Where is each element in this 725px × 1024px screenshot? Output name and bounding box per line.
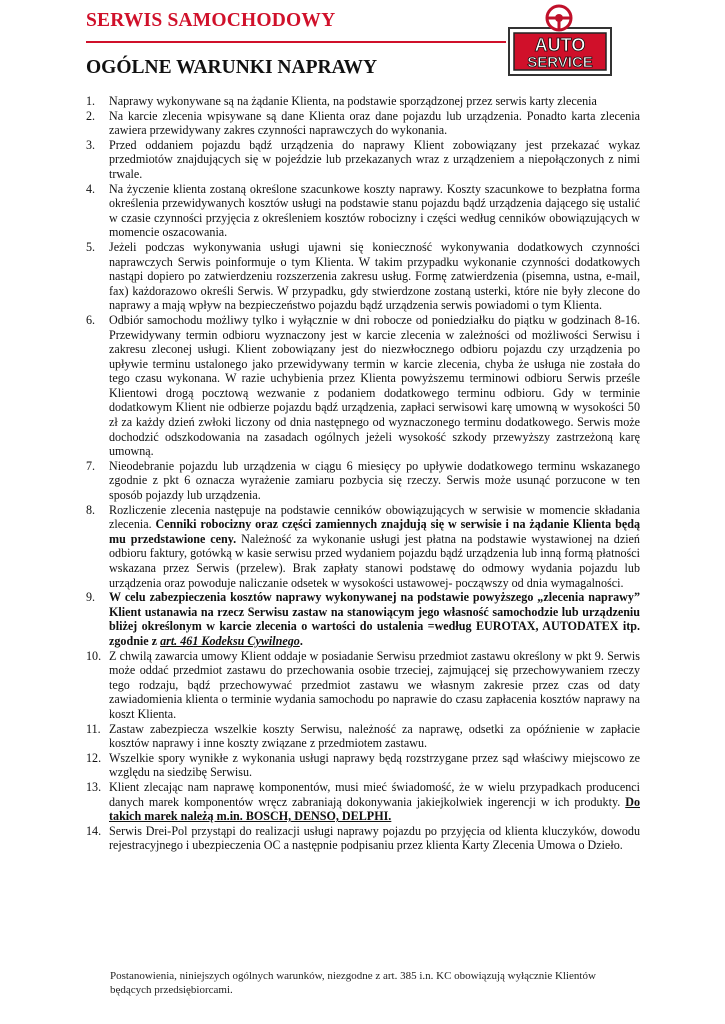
term-text-bold-underlined: Do takich marek należą m.in. BOSCH, DENSO, DELPHI. [109,794,640,824]
term-item [86,138,640,182]
term-text: Jeżeli podczas wykonywania usługi ujawni się konieczność wykonywania dodatkowych czynności naprawczych Serwis poinformuje o tym Klienta. W takim przypadku wykonanie czynności dodatkowych nastąpi dopiero po zatwierdzeniu rozszerzenia zakresu usług. Formę zatwierdzenia (pisemna, ustna, e-mail, fax) każdorazowo określi Serwis. W przypadku, gdy stwierdzone zostaną usterki, które nie były zlecone do naprawy a mają wpływ na bezpieczeństwo pojazdu bądź urządzenia serwis powiadomi o tym Klienta. [109,239,640,313]
term-text-bold: W celu zabezpieczenia kosztów naprawy wykonywanej na podstawie powyższego „zlecenia naprawy” Klient ustanawia na rzecz Serwisu zastaw na stanowiącym jego własność samochodzie lub urządzeniu bliżej określonym w karcie zlecenia o wartości do ustalenia =według EUROTAX, AUTODATEX itp. zgodnie z [109,590,640,648]
term-text-bold: . [299,633,303,648]
term-text: Zastaw zabezpiecza wszelkie koszty Serwisu, należność za naprawę, odsetki za opóźnienie w zapłacie kosztów naprawy i inne koszty związane z przedmiotem zastawu. [109,721,640,751]
term-number: 6. [86,312,96,327]
footer-note: Postanowienia, niniejszych ogólnych warunków, niezgodne z art. 385 i.n. KC obowiązują wyłącznie Klientów będących przedsiębiorcami. [110,970,596,996]
term-item [86,94,640,109]
term-text-bold: Cenniki robocizny oraz części zamiennych znajdują się w serwisie i na żądanie Klienta będą mu przedstawione ceny. [109,517,640,546]
steering-wheel-icon [547,6,571,30]
term-text: Klient zlecając nam naprawę komponentów, musi mieć świadomość, że w wielu przypadkach producenci danych marek komponentów wręcz zabraniają dokonywania jakiejkolwiek ingerencji w ich produkty. [109,779,640,809]
term-text: Przed oddaniem pojazdu bądź urządzenia do naprawy Klient zobowiązany jest przekazać wykaz przedmiotów znajdujących się w pojeździe lub przekazanych wraz z urządzeniem a niepołączonych z nimi trwale. [109,137,640,181]
term-number: 11. [86,721,101,736]
term-number: 4. [86,181,96,196]
term-text: Z chwilą zawarcia umowy Klient oddaje w posiadanie Serwisu przedmiot zastawu określony w pkt 9. Serwis może oddać przedmiot zastawu do przechowania osobie trzeciej, zajmującej się przechowywaniem rzeczy tego rodzaju, bądź przechowywać przedmiot zastawu we własnym zakresie przez czas od daty zawiadomienia klienta o terminie wydania samochodu po naprawie do czasu zapłacenia kosztów naprawy na koszt Klienta. [109,648,640,721]
term-text-law-reference: art. 461 Kodeksu Cywilnego [160,633,300,648]
page-title: OGÓLNE WARUNKI NAPRAWY [86,57,378,78]
term-text: Odbiór samochodu możliwy tylko i wyłącznie w dni robocze od poniedziałku do piątku w godzinach 8-16. Przewidywany termin odbioru wyznaczony jest w karcie zlecenia w zależności od możliwości Serwisu i zakresu zleconej usługi. Klient zobowiązany jest do niezwłocznego odbioru pojazdu czy urządzenia po upływie terminu ustalonego jako przewidywany termin w karcie zlecenia, chyba że usługa nie została do tego czasu wykonana. W razie uchybienia przez Klienta powyższemu terminowi odbioru Serwis prześle Klientowi drogą pocztową wezwanie z podaniem dodatkowego terminu odbioru. Gdy w terminie dodatkowym Klient nie odbierze pojazdu bądź urządzenia, zapłaci serwisowi karę umowną w wysokości 50 zł za każdy dzień zwłoki liczony od dnia następnego od wyznaczonego terminu dodatkowego. Serwis może dochodzić odszkodowania na zasadach ogólnych jeżeli wysokość szkody przewyższy zastrzeżoną karę umowną. [109,312,640,459]
term-number: 12. [86,750,102,765]
term-item [86,109,640,138]
term-text: Na karcie zlecenia wpisywane są dane Klienta oraz dane pojazdu lub urządzenia. Ponadto karta zlecenia zawiera przewidywany zakres czynności naprawczych do wykonania. [109,108,640,138]
term-text: Należność za wykonanie usługi jest płatna na podstawie wystawionej na dzień odbioru faktury, gotówką w kasie serwisu przed wydaniem pojazdu bądź urządzenia lub inną formą płatności wskazana przez Serwis (przelew). Brak zapłaty stanowi podstawę do odmowy wydania pojazdu lub urządzenia oraz powoduje naliczanie odsetek w wysokości ustawowej- począwszy od dnia wymagalności. [109,531,640,590]
term-text: Na życzenie klienta zostaną określone szacunkowe koszty naprawy. Koszty szacunkowe to bezpłatna forma określenia przewidywanych kosztów usługi na podstawie stanu pojazdu bądź urządzenia dającego się ustalić w czasie czynności przyjęcia z określeniem kosztów robocizny i części według cenników obowiązujących w momencie oszacowania. [109,181,640,240]
term-item [86,503,640,591]
term-number: 10. [86,648,102,663]
header-rule [86,41,506,43]
term-item [86,182,640,240]
term-number: 8. [86,502,96,517]
term-item [86,824,640,853]
term-text: Nieodebranie pojazdu lub urządzenia w ciągu 6 miesięcy po upływie dodatkowego terminu wskazanego zgodnie z pkt 6 oznacza wyrażenie zamiaru pozbycia się rzeczy. Serwis może usunąć porzucone w ten sposób pojazdy lub urządzenia. [109,458,640,503]
term-text: Wszelkie spory wynikłe z wykonania usługi naprawy będą rozstrzygane przez sąd właściwy miejscowo ze względu na siedzibę Serwisu. [109,750,640,780]
term-number: 5. [86,239,96,254]
term-number: 2. [86,108,96,123]
auto-service-logo [506,4,614,78]
term-item [86,313,640,459]
term-item [86,780,640,824]
term-item [86,590,640,648]
logo-text-auto: AUTO [534,35,586,55]
logo-text-service: SERVICE [527,54,593,71]
term-item [86,722,640,751]
term-text: Serwis Drei-Pol przystąpi do realizacji usługi naprawy pojazdu po przyjęcia od klienta kluczyków, dowodu rejestracyjnego i ubezpieczenia OC a następnie podpisaniu przez klienta Karty Zlecenia Umowa o Dzieło. [109,823,640,853]
term-item [86,649,640,722]
term-number: 14. [86,823,102,838]
term-number: 9. [86,590,96,605]
term-text: Naprawy wykonywane są na żądanie Klienta, na podstawie sporządzonej przez serwis karty zlecenia [109,94,597,108]
term-number: 7. [86,458,96,473]
terms-list [86,94,640,853]
term-number: 1. [86,94,96,108]
term-text: Rozliczenie zlecenia następuje na podstawie cenników obowiązujących w serwisie w momencie składania zlecenia. [109,502,640,532]
term-number: 3. [86,137,96,152]
term-item [86,751,640,780]
term-item [86,240,640,313]
header-title: SERWIS SAMOCHODOWY [86,10,336,31]
term-item [86,459,640,503]
term-number: 13. [86,779,102,794]
